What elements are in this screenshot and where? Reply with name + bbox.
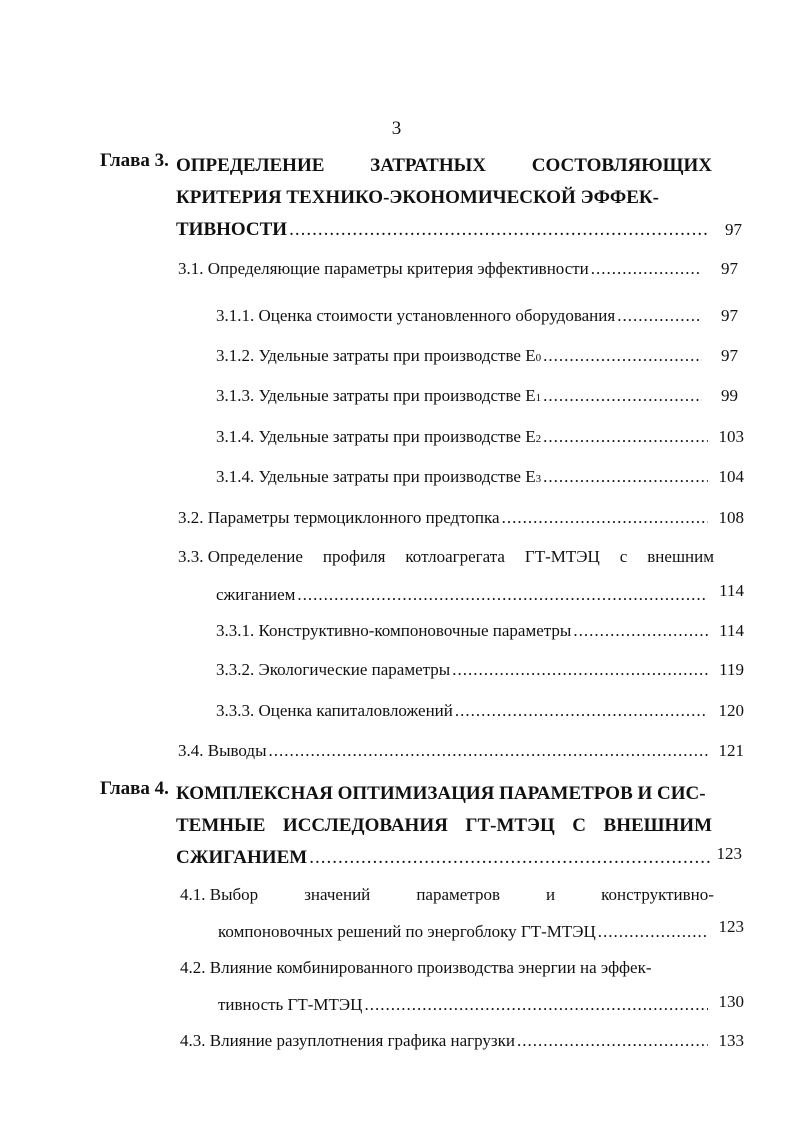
toc-entry-3-1-4-e3: 3.1.4. Удельные затраты при производстве E 3 ..... 104 (216, 467, 744, 487)
page-number: 3 (391, 118, 402, 139)
entry-title: Оценка стоимости установленного оборудования (258, 306, 616, 325)
page-ref: 133 (718, 1031, 744, 1050)
leader-dots (289, 214, 710, 246)
chapter-title-line: СЖИГАНИЕМ (176, 847, 308, 868)
entry-number: 3.3. (178, 547, 204, 566)
entry-number: 4.1. (180, 885, 206, 904)
page-ref: 123 (718, 917, 744, 936)
toc-entry-3-3-2 (216, 660, 744, 680)
entry-title: Влияние разуплотнения графика нагрузки (209, 1031, 515, 1050)
entry-number: 3.3.3. (216, 701, 255, 720)
leader-dots (617, 306, 702, 326)
entry-title: Удельные затраты при производстве E (258, 467, 536, 486)
page-ref: 97 (721, 259, 738, 278)
leader-dots (309, 842, 710, 874)
entry-title-word: котлоагрегата (405, 547, 505, 566)
entry-title-word: и (546, 885, 556, 904)
page-ref: 108 (718, 508, 744, 527)
page-ref: 121 (718, 741, 744, 760)
page-ref: 119 (719, 660, 744, 679)
entry-title-word: ГТ-МТЭЦ (524, 547, 600, 566)
chapter-label: Глава 3. (100, 150, 169, 171)
entry-title: Удельные затраты при производстве E (258, 386, 536, 405)
toc-entry-3-1-4-e2: 3.1.4. Удельные затраты при производстве E 2 ..... 103 (216, 427, 744, 447)
entry-title-word: профиля (322, 547, 386, 566)
page-ref: 97 (721, 346, 738, 365)
entry-title: Выводы (207, 741, 267, 760)
leader-dots (364, 995, 708, 1015)
chapter-title-word: ИССЛЕДОВАНИЯ (282, 815, 448, 836)
chapter-title-line: ТИВНОСТИ (176, 219, 288, 240)
entry-title-word: значений (304, 885, 371, 904)
entry-title: Параметры термоциклонного предтопка (207, 508, 500, 527)
entry-number: 3.1.4. (216, 467, 255, 486)
chapter-title-word: ЗАТРАТНЫХ (370, 155, 486, 176)
toc-entry-3-3-3 (216, 701, 744, 721)
leader-dots (543, 346, 702, 366)
entry-title: Удельные затраты при производстве E (258, 346, 536, 365)
toc-entry-3-1-1 (216, 306, 738, 326)
leader-dots (543, 427, 708, 447)
entry-title: Оценка капиталовложений (258, 701, 453, 720)
chapter-title-word: СОСТОВЛЯЮЩИХ (531, 155, 712, 176)
entry-number: 3.3.2. (216, 660, 255, 679)
toc-entry-3-1-3: 3.1.3. Удельные затраты при производстве E 1 ..... 99 (216, 386, 738, 406)
toc-entry-3-1-2: 3.1.2. Удельные затраты при производстве E 0 ..... 97 (216, 346, 738, 366)
entry-title-word: Выбор (209, 885, 259, 904)
entry-title-word: внешним (647, 547, 714, 566)
leader-dots (573, 621, 708, 641)
page-ref: 114 (719, 621, 744, 640)
chapter-title-line: КОМПЛЕКСНАЯ ОПТИМИЗАЦИЯ ПАРАМЕТРОВ И СИС- (176, 783, 706, 804)
entry-title-continued: сжиганием (216, 585, 296, 604)
entry-number: 4.2. (180, 958, 206, 977)
toc-entry-3-3-1 (216, 621, 744, 641)
entry-title-word: с (619, 547, 628, 566)
leader-dots (543, 386, 702, 406)
leader-dots (517, 1031, 708, 1051)
entry-title-continued: компоновочных решений по энергоблоку ГТ-МТЭЦ (218, 922, 596, 941)
toc-entry-4-3 (180, 1031, 744, 1051)
entry-title: Конструктивно-компоновочные параметры (258, 621, 572, 640)
page-ref: 97 (725, 220, 742, 239)
entry-title: Экологические параметры (258, 660, 451, 679)
toc-entry-4-2 (180, 958, 744, 1015)
entry-title: Влияние комбинированного производства энергии на эффек- (209, 958, 652, 977)
chapter-label: Глава 4. (100, 778, 169, 799)
toc-entry-3-4 (178, 741, 744, 761)
chapter-title-word: ОПРЕДЕЛЕНИЕ (176, 155, 325, 176)
chapter-title-line: КРИТЕРИЯ ТЕХНИКО-ЭКОНОМИЧЕСКОЙ ЭФФЕК- (176, 187, 659, 208)
page-ref: 99 (721, 386, 738, 405)
entry-number: 4.3. (180, 1031, 206, 1050)
toc-entry-3-3 (178, 547, 744, 605)
page-ref: 104 (718, 467, 744, 486)
page-ref: 120 (718, 701, 744, 720)
toc-entry-3-2 (178, 508, 744, 528)
chapter-title-word: ТЕМНЫЕ (176, 815, 266, 836)
toc-entry-3-1 (178, 259, 738, 279)
chapter-title-word: ВНЕШНИМ (603, 815, 712, 836)
entry-number: 3.1. (178, 259, 204, 278)
entry-number: 3.3.1. (216, 621, 255, 640)
page-ref: 97 (721, 306, 738, 325)
page-ref: 114 (719, 581, 744, 600)
entry-number: 3.1.2. (216, 346, 255, 365)
entry-title-word: параметров (416, 885, 500, 904)
entry-number: 3.2. (178, 508, 204, 527)
toc-entry-4-1 (180, 885, 744, 942)
entry-number: 3.1.3. (216, 386, 255, 405)
leader-dots (591, 259, 702, 279)
entry-title: Удельные затраты при производстве E (258, 427, 536, 446)
page-ref: 103 (718, 427, 744, 446)
entry-title: Определяющие параметры критерия эффективности (207, 259, 589, 278)
leader-dots (452, 660, 708, 680)
chapter-title-word: С (572, 815, 586, 836)
leader-dots (269, 741, 708, 761)
leader-dots (455, 701, 708, 721)
leader-dots (543, 467, 708, 487)
entry-number: 3.1.1. (216, 306, 255, 325)
entry-title-continued: тивность ГТ-МТЭЦ (218, 995, 363, 1014)
page-ref: 130 (718, 992, 744, 1011)
entry-title-word: конструктивно- (601, 885, 714, 904)
page-ref: 123 (716, 844, 742, 863)
entry-number: 3.4. (178, 741, 204, 760)
leader-dots (297, 585, 708, 605)
entry-number: 3.1.4. (216, 427, 255, 446)
leader-dots (502, 508, 708, 528)
leader-dots (598, 922, 708, 942)
entry-title-word: Определение (207, 547, 303, 566)
chapter-title-word: ГТ-МТЭЦ (465, 815, 555, 836)
